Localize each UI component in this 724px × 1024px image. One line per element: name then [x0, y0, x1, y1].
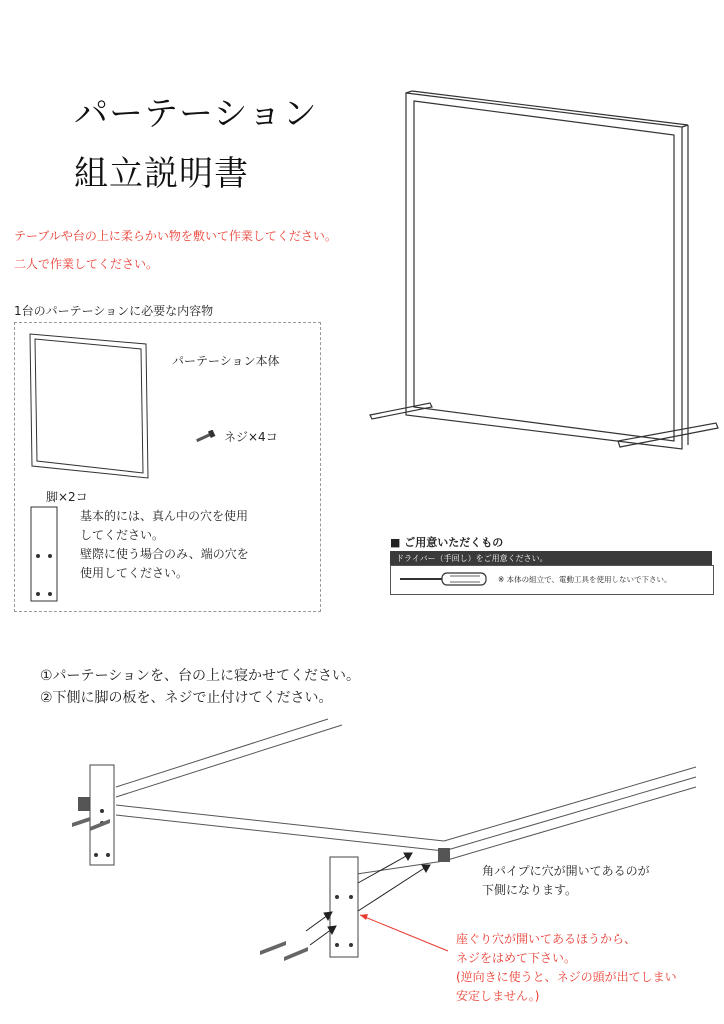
pipe-callout-line: 下側になります。	[482, 883, 578, 897]
leg-note-line: 基本的には、真ん中の穴を使用	[80, 509, 249, 523]
tools-note: ※ 本体の組立で、電動工具を使用しないで下さい。	[498, 575, 672, 584]
leg-label: 脚×2コ	[46, 490, 88, 504]
pipe-callout-line: 角パイプに穴が開いてあるのが	[482, 864, 650, 878]
partition-label: パーテーション本体	[172, 354, 280, 368]
pipe-callout	[482, 862, 650, 900]
title-line2: 組立説明書	[74, 154, 249, 194]
screwdriver-icon	[398, 569, 493, 589]
partition-illustration	[360, 85, 724, 455]
counterbore-callout-line: (逆向きに使うと、ネジの頭が出てしまい	[456, 970, 677, 984]
counterbore-callout-line: ネジをはめて下さい。	[456, 951, 577, 965]
step-1: ①パーテーションを、台の上に寝かせてください。	[40, 668, 360, 684]
tools-bar: ドライバー（手回し）をご用意ください。	[390, 551, 712, 566]
leg-plate-icon	[30, 506, 60, 604]
title-line1: パーテーション	[74, 94, 318, 134]
screw-label: ネジ×4コ	[224, 430, 278, 444]
warning-soft-surface: テーブルや台の上に柔らかい物を敷いて作業してください。	[14, 229, 337, 243]
leg-note-line: してください。	[80, 528, 165, 542]
counterbore-callout-line: 座ぐり穴が開いてあるほうから、	[456, 932, 637, 946]
leg-note-line: 壁際に使う場合のみ、端の穴を	[80, 547, 249, 561]
warning-two-people: 二人で作業してください。	[14, 257, 159, 271]
step-2: ②下側に脚の板を、ネジで止付けてください。	[40, 690, 333, 706]
leg-note	[80, 507, 249, 583]
leg-note-line: 使用してください。	[80, 566, 189, 580]
tools-heading: ■ ご用意いただくもの	[390, 536, 504, 549]
counterbore-callout-line: 安定しません。)	[456, 989, 540, 1003]
screw-icon	[194, 430, 218, 444]
counterbore-callout	[456, 930, 677, 1006]
partition-thumbnail	[26, 332, 156, 482]
contents-heading: 1台のパーテーションに必要な内容物	[14, 304, 214, 318]
